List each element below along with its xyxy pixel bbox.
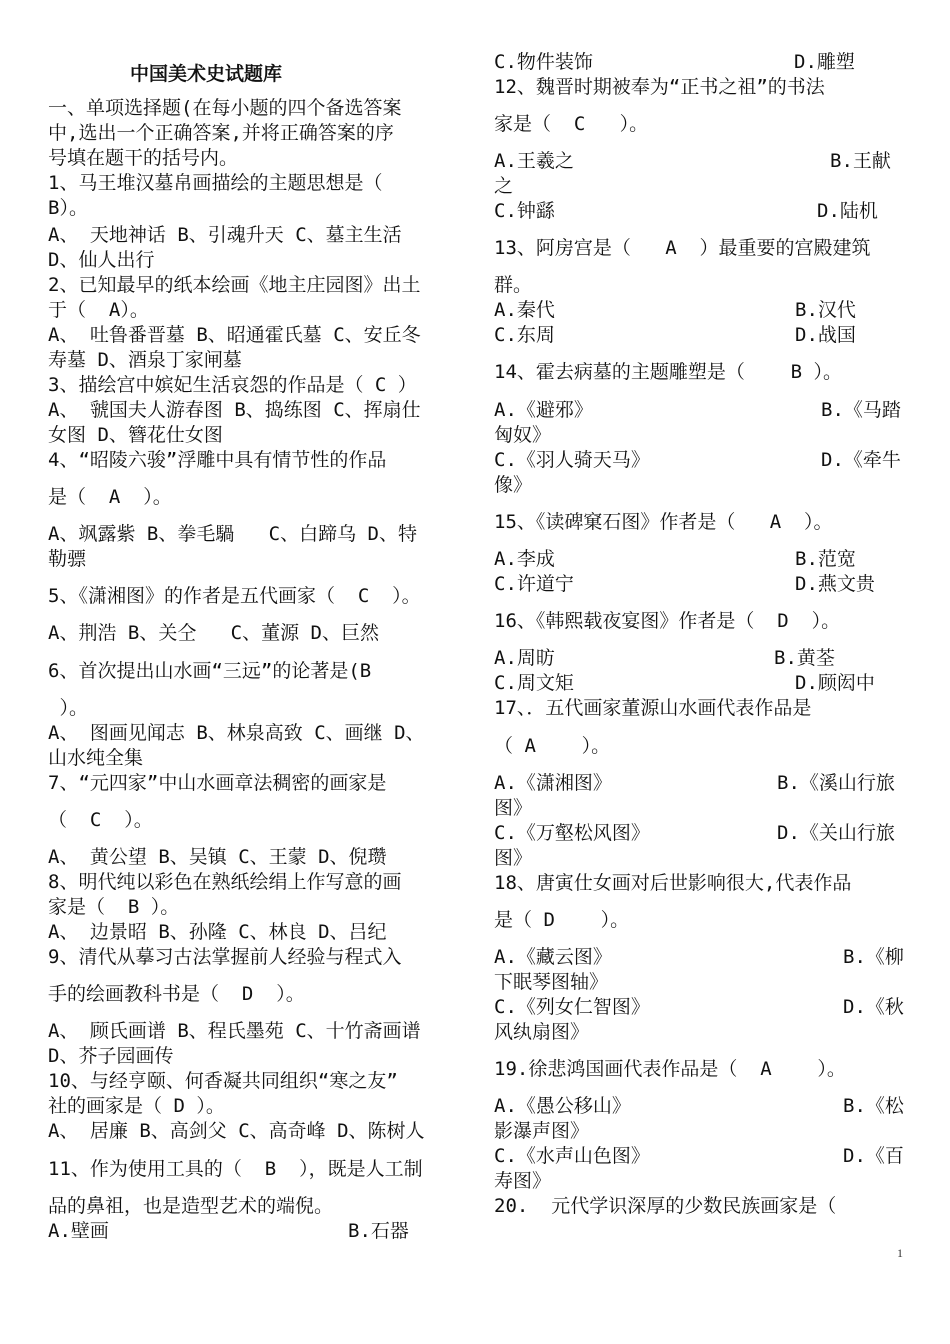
text-line: 17、．五代画家董源山水画代表作品是: [494, 697, 812, 719]
text-line: 13、阿房宫是（ A ）最重要的宫殿建筑: [494, 237, 871, 259]
option-left: C.《列女仁智图》: [494, 996, 650, 1018]
option-left: C.物件装饰: [494, 51, 593, 73]
text-line: A、 黄公望 B、吴镇 C、王蒙 D、倪瓒: [48, 846, 387, 868]
text-line: 寿墓 D、酒泉丁家闸墓: [48, 349, 242, 371]
text-line: 7、“元四家”中山水画章法稠密的画家是: [48, 772, 387, 794]
option-right: D.《秋: [843, 996, 904, 1018]
option-left: C.《羽人骑天马》: [494, 449, 650, 471]
text-line: 影瀑声图》: [494, 1120, 590, 1142]
text-line: B）。: [48, 197, 88, 219]
option-left: A.《愚公移山》: [494, 1095, 631, 1117]
text-line: 8、明代纯以彩色在熟纸绘绢上作写意的画: [48, 871, 402, 893]
text-line: 4、“昭陵六骏”浮雕中具有情节性的作品: [48, 449, 387, 471]
text-line: A、 图画见闻志 B、林泉高致 C、画继 D、: [48, 722, 425, 744]
option-left: C.周文矩: [494, 672, 574, 694]
option-right: D.雕塑: [794, 51, 855, 73]
option-left: C.东周: [494, 324, 555, 346]
text-line: 家是（ C ）。: [494, 113, 649, 135]
text-line: ）。: [48, 697, 88, 719]
page-title: 中国美术史试题库: [130, 63, 283, 85]
text-line: 手的绘画教科书是（ D ）。: [48, 983, 305, 1005]
option-right: B.石器: [348, 1220, 409, 1242]
text-line: A、荆浩 B、关仝 C、董源 D、巨然: [48, 622, 379, 644]
text-line: 10、与经亨颐、何香凝共同组织“寒之友”: [48, 1070, 398, 1092]
text-line: 16、《韩熙载夜宴图》作者是（ D ）。: [494, 610, 841, 632]
text-line: 3、描绘宫中嫔妃生活哀怨的作品是（ C ）: [48, 374, 417, 396]
text-line: 12、魏晋时期被奉为“正书之祖”的书法: [494, 76, 825, 98]
text-line: 之: [494, 175, 514, 197]
text-line: 6、首次提出山水画“三远”的论著是(B: [48, 660, 372, 682]
text-line: 9、清代从摹习古法掌握前人经验与程式入: [48, 946, 402, 968]
option-left: A.壁画: [48, 1220, 109, 1242]
option-left: C.钟繇: [494, 200, 555, 222]
text-line: 寿图》: [494, 1170, 552, 1192]
text-line: 下眠琴图轴》: [494, 971, 609, 993]
option-left: C.《水声山色图》: [494, 1145, 650, 1167]
option-left: A.秦代: [494, 299, 555, 321]
text-line: A、 居廉 B、高剑父 C、高奇峰 D、陈树人: [48, 1120, 425, 1142]
option-right: D.《牵牛: [821, 449, 901, 471]
text-line: A、 吐鲁番晋墓 B、昭通霍氏墓 C、安丘冬: [48, 324, 421, 346]
text-line: 匈奴》: [494, 424, 552, 446]
text-line: A、 顾氏画谱 B、程氏墨苑 C、十竹斋画谱: [48, 1020, 421, 1042]
option-left: A.《潇湘图》: [494, 772, 612, 794]
option-right: D.燕文贵: [795, 573, 875, 595]
text-line: 2、已知最早的纸本绘画《地主庄园图》出土: [48, 274, 421, 296]
option-right: D.《百: [843, 1145, 904, 1167]
text-line: 19.徐悲鸿国画代表作品是（ A ）。: [494, 1058, 846, 1080]
text-line: 女图 D、簪花仕女图: [48, 424, 223, 446]
option-right: B.《柳: [843, 946, 904, 968]
text-line: 家是（ B ）。: [48, 896, 180, 918]
text-line: A、 虢国夫人游春图 B、捣练图 C、挥扇仕: [48, 399, 421, 421]
option-left: A.周昉: [494, 647, 555, 669]
text-line: 是（ D ）。: [494, 909, 630, 931]
text-line: A、飒露紫 B、拳毛騧 C、白蹄乌 D、特: [48, 523, 417, 545]
text-line: D、芥子园画传: [48, 1045, 174, 1067]
text-line: 像》: [494, 474, 533, 496]
text-line: A、 边景昭 B、孙隆 C、林良 D、吕纪: [48, 921, 387, 943]
option-left: A.王羲之: [494, 150, 574, 172]
option-left: A.李成: [494, 548, 555, 570]
text-line: 一、单项选择题(在每小题的四个备选答案: [48, 97, 402, 119]
text-line: A、 天地神话 B、引魂升天 C、墓主生活: [48, 224, 402, 246]
text-line: （ A ）。: [494, 735, 611, 757]
option-right: B.《马踏: [821, 399, 901, 421]
option-right: D.陆机: [817, 200, 878, 222]
option-right: D.顾闳中: [795, 672, 875, 694]
option-left: A.《避邪》: [494, 399, 593, 421]
text-line: 20. 元代学识深厚的少数民族画家是（: [494, 1195, 837, 1217]
option-right: B.汉代: [795, 299, 856, 321]
text-line: 社的画家是（ D ）。: [48, 1095, 225, 1117]
text-line: 群。: [494, 274, 533, 296]
option-left: C.许道宁: [494, 573, 574, 595]
text-line: （ C ）。: [48, 809, 153, 831]
option-right: B.王献: [830, 150, 891, 172]
text-line: 中,选出一个正确答案,并将正确答案的序: [48, 122, 394, 144]
text-line: 号填在题干的括号内。: [48, 147, 239, 169]
text-line: 于（ A）。: [48, 299, 149, 321]
option-left: A.《藏云图》: [494, 946, 612, 968]
text-line: 图》: [494, 797, 533, 819]
text-line: 勒骠: [48, 548, 87, 570]
option-right: D.《关山行旅: [777, 822, 895, 844]
text-line: 山水纯全集: [48, 747, 144, 769]
text-line: 11、作为使用工具的（ B ），既是人工制: [48, 1158, 423, 1180]
option-left: C.《万壑松风图》: [494, 822, 650, 844]
text-line: 是（ A ）。: [48, 486, 172, 508]
text-line: 5、《潇湘图》的作者是五代画家（ C ）。: [48, 585, 421, 607]
option-right: B.《松: [843, 1095, 904, 1117]
text-line: D、仙人出行: [48, 249, 155, 271]
text-line: 1、马王堆汉墓帛画描绘的主题思想是（: [48, 172, 383, 194]
page-number: 1: [897, 1246, 903, 1260]
text-line: 18、唐寅仕女画对后世影响很大,代表作品: [494, 872, 852, 894]
text-line: 14、霍去病墓的主题雕塑是（ B ）。: [494, 361, 843, 383]
option-right: B.黄荃: [774, 647, 835, 669]
text-line: 图》: [494, 847, 533, 869]
text-line: 15、《读碑窠石图》作者是（ A ）。: [494, 511, 833, 533]
option-right: B.《溪山行旅: [777, 772, 895, 794]
option-right: B.范宽: [795, 548, 856, 570]
option-right: D.战国: [795, 324, 856, 346]
text-line: 品的鼻祖，也是造型艺术的端倪。: [48, 1195, 334, 1217]
text-line: 风纨扇图》: [494, 1021, 590, 1043]
